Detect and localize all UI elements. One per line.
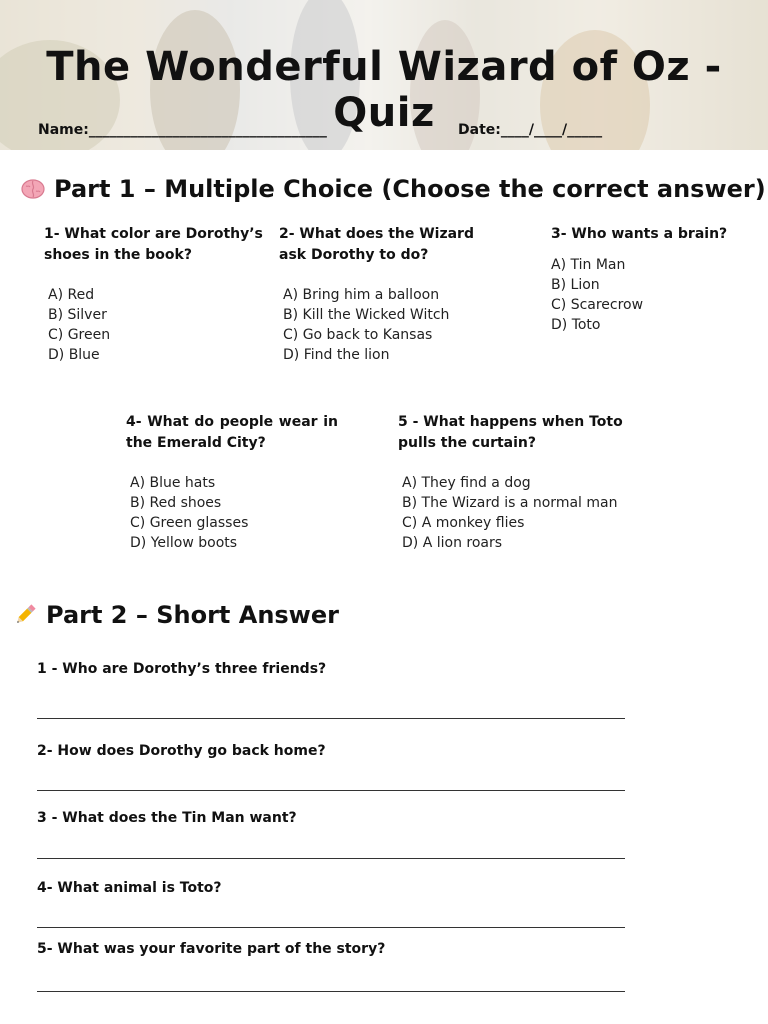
name-field[interactable]: Name:__________________________________ <box>38 122 327 138</box>
option-a[interactable]: A) Blue hats <box>130 475 216 491</box>
option-d[interactable]: D) Toto <box>551 317 601 333</box>
option-b[interactable]: B) Kill the Wicked Witch <box>283 307 450 323</box>
option-list <box>398 473 638 553</box>
question-text: 5- What was your favorite part of the story? <box>37 941 386 957</box>
mcq-question-2 <box>279 224 479 365</box>
option-c[interactable]: C) Green <box>48 327 111 343</box>
part1-heading <box>20 175 766 203</box>
option-b[interactable]: B) The Wizard is a normal man <box>402 495 618 511</box>
option-list <box>279 285 479 365</box>
answer-line-1[interactable] <box>37 718 625 719</box>
short-answer-question-1 <box>37 661 326 677</box>
answer-line-5[interactable] <box>37 991 625 992</box>
option-a[interactable]: A) Tin Man <box>551 257 626 273</box>
question-text: 3 - What does the Tin Man want? <box>37 810 297 826</box>
part1-heading-text: Part 1 – Multiple Choice (Choose the correct answer) <box>54 175 766 203</box>
mcq-question-1 <box>44 224 264 365</box>
question-text: 1 - Who are Dorothy’s three friends? <box>37 661 327 677</box>
question-text: 3- Who wants a brain? <box>551 226 728 242</box>
option-b[interactable]: B) Lion <box>551 277 600 293</box>
short-answer-question-3 <box>37 810 297 826</box>
option-d[interactable]: D) Find the lion <box>283 347 390 363</box>
short-answer-question-4 <box>37 880 222 896</box>
option-c[interactable]: C) A monkey flies <box>402 515 525 531</box>
option-c[interactable]: C) Scarecrow <box>551 297 644 313</box>
option-d[interactable]: D) Blue <box>48 347 100 363</box>
option-list <box>44 285 264 365</box>
option-a[interactable]: A) They find a dog <box>402 475 531 491</box>
question-text: 4- What animal is Toto? <box>37 880 222 896</box>
short-answer-question-2 <box>37 743 326 759</box>
option-list <box>551 255 751 335</box>
answer-line-2[interactable] <box>37 790 625 791</box>
option-c[interactable]: C) Go back to Kansas <box>283 327 433 343</box>
question-text: 5 - What happens when Toto pulls the curtain? <box>398 414 623 451</box>
answer-line-3[interactable] <box>37 858 625 859</box>
question-text: 2- What does the Wizard ask Dorothy to do? <box>279 226 474 263</box>
answer-line-4[interactable] <box>37 927 625 928</box>
mcq-question-4 <box>126 412 338 553</box>
option-list <box>126 473 338 553</box>
question-text: 2- How does Dorothy go back home? <box>37 743 326 759</box>
option-c[interactable]: C) Green glasses <box>130 515 249 531</box>
mcq-question-3 <box>551 224 751 335</box>
question-text: 4- What do people wear in the Emerald City? <box>126 414 338 451</box>
date-field[interactable]: Date:____/____/_____ <box>458 122 603 138</box>
option-a[interactable]: A) Bring him a balloon <box>283 287 440 303</box>
question-text: 1- What color are Dorothy’s shoes in the book? <box>44 226 263 263</box>
quiz-title: The Wonderful Wizard of Oz - Quiz <box>46 44 722 136</box>
mcq-question-5 <box>398 412 638 553</box>
option-a[interactable]: A) Red <box>48 287 95 303</box>
pencil-icon <box>12 602 38 628</box>
option-d[interactable]: D) A lion roars <box>402 535 503 551</box>
option-d[interactable]: D) Yellow boots <box>130 535 238 551</box>
option-b[interactable]: B) Red shoes <box>130 495 222 511</box>
option-b[interactable]: B) Silver <box>48 307 107 323</box>
short-answer-question-5 <box>37 941 385 957</box>
part2-heading <box>12 601 339 629</box>
brain-icon <box>20 176 46 202</box>
part2-heading-text: Part 2 – Short Answer <box>46 601 339 629</box>
